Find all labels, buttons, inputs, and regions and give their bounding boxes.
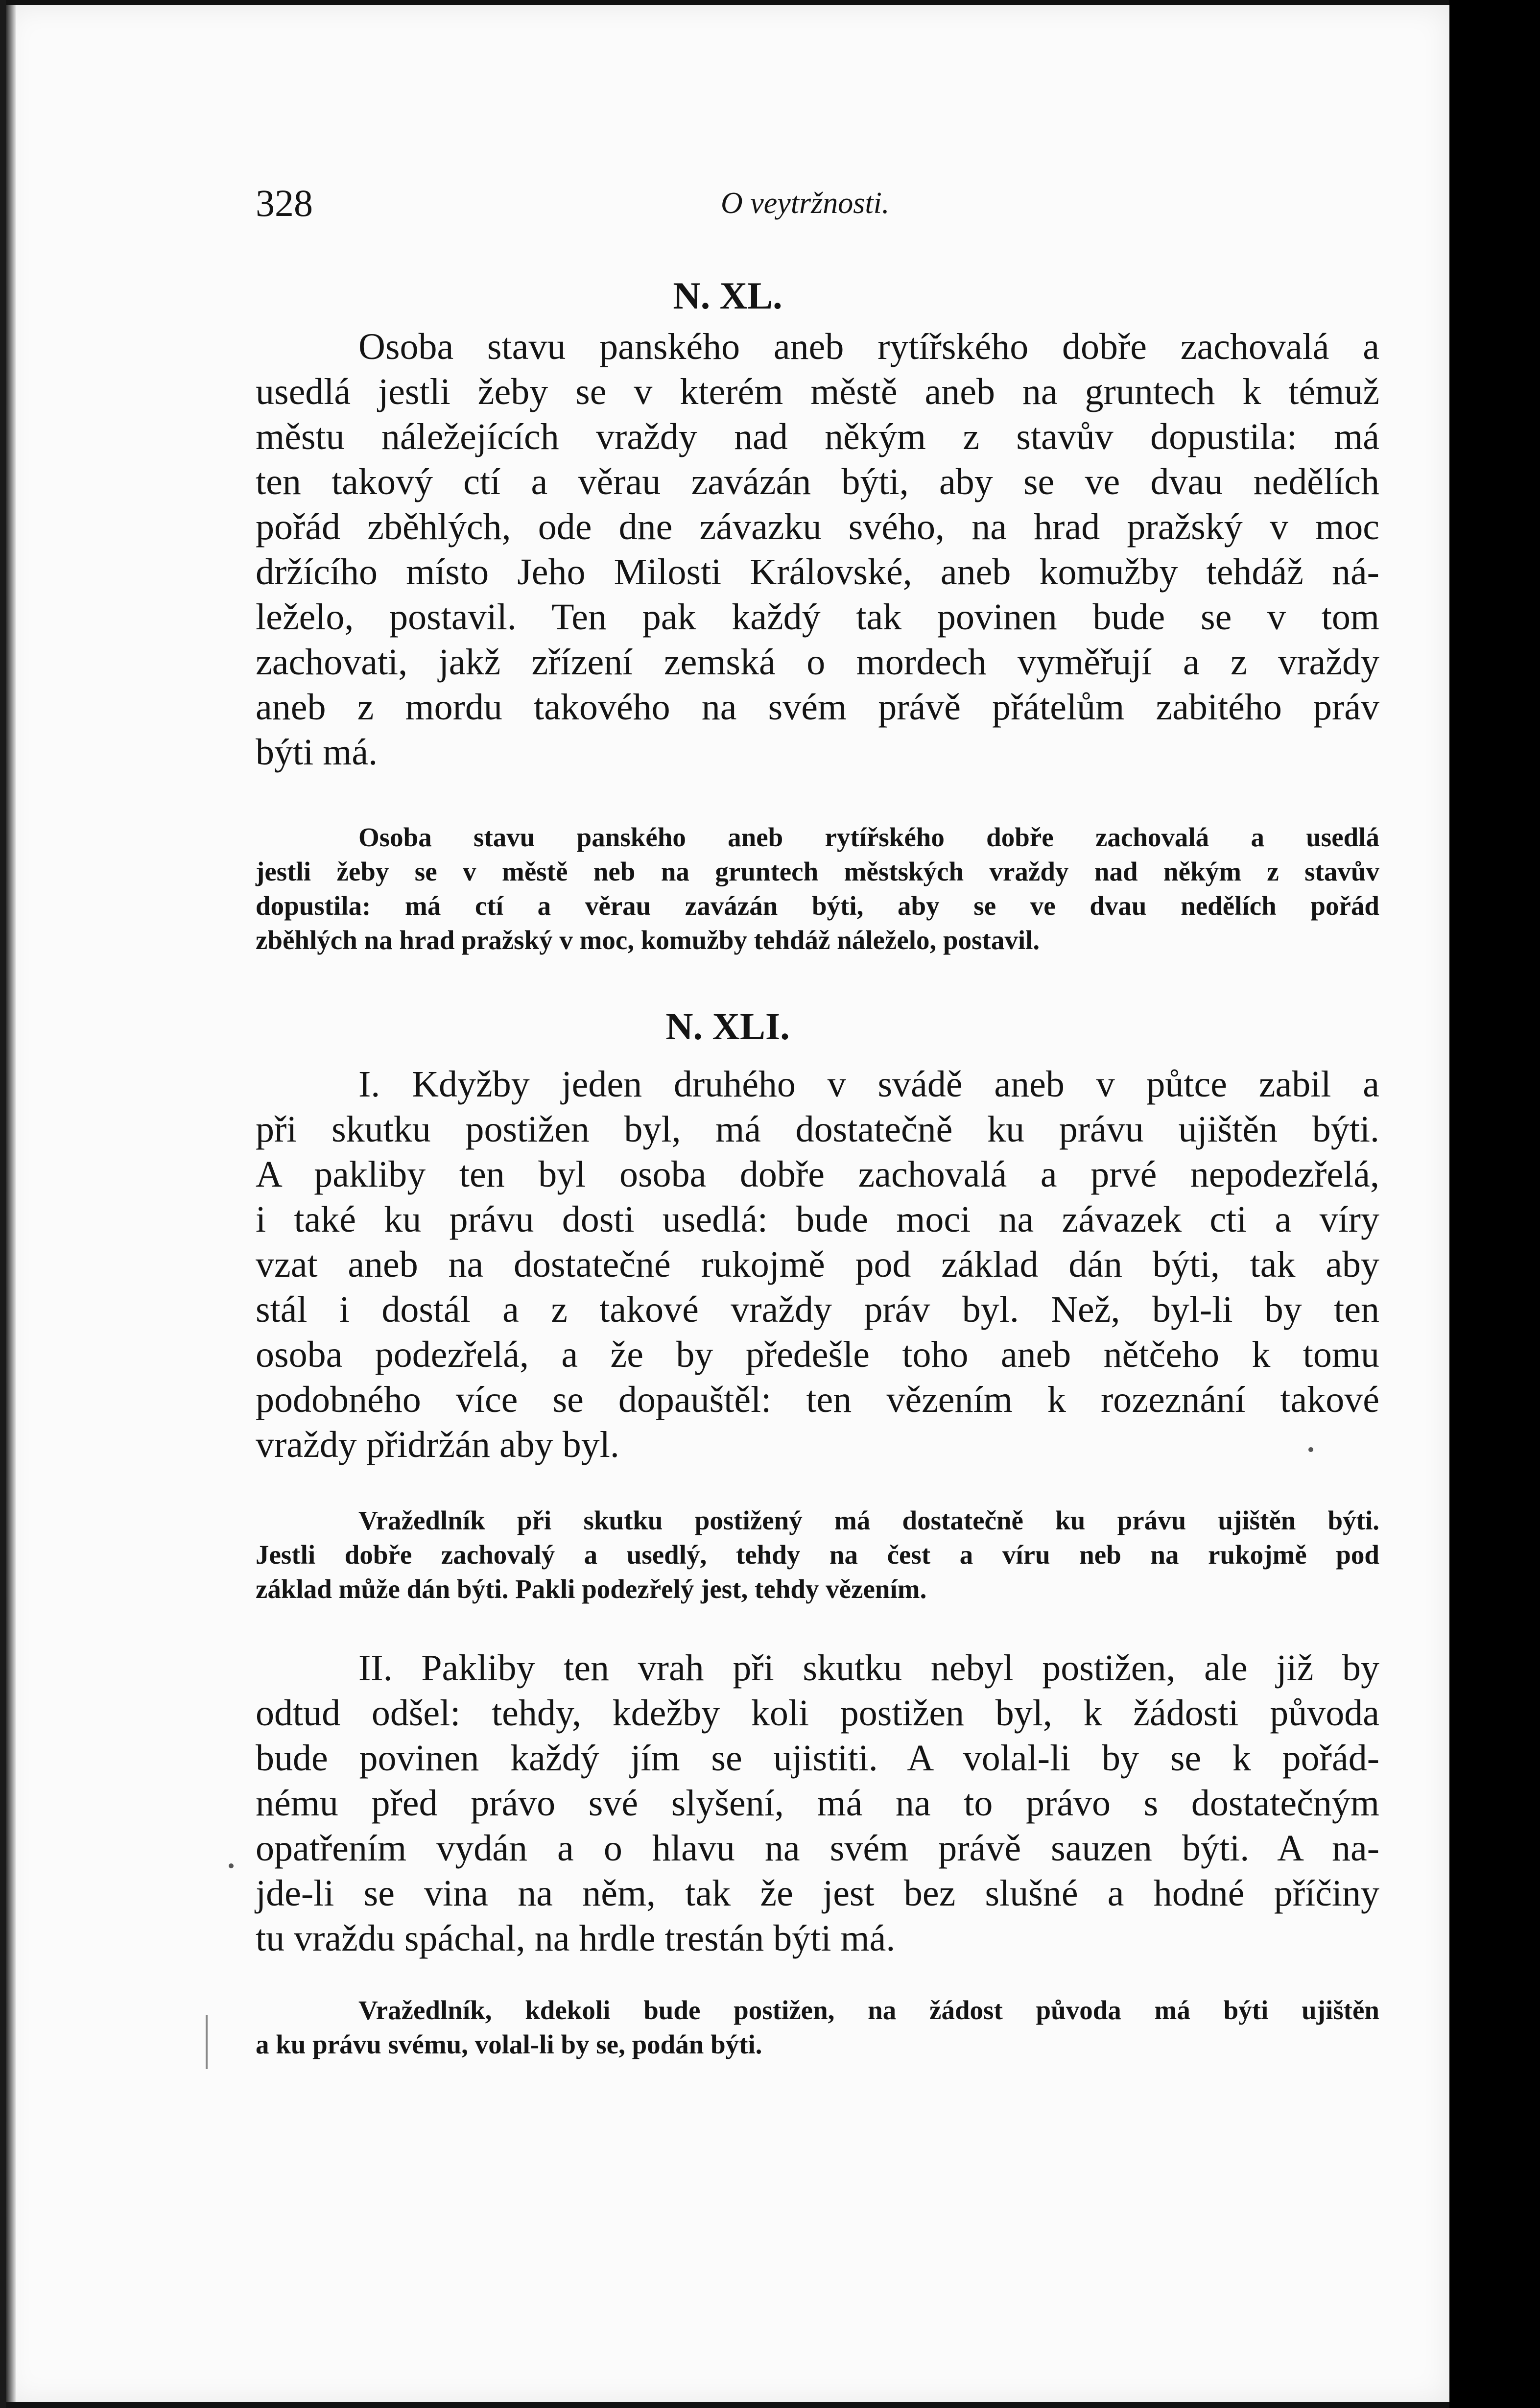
section-heading: N. XLI.: [665, 1005, 790, 1048]
text-line: zachovati, jakž zřízení zemská o mordech vyměřují a z vraždy: [256, 642, 1379, 683]
text-line: i také ku právu dosti usedlá: bude moci na závazek cti a víry: [256, 1199, 1379, 1240]
section-heading: N. XL.: [673, 274, 782, 317]
note-line: základ může dán býti. Pakli podezřelý jest, tehdy vězením.: [256, 1574, 927, 1604]
text-line: nému před právo své slyšení, má na to právo s dostatečným: [256, 1783, 1379, 1824]
text-line: vzat aneb na dostatečné rukojmě pod základ dán býti, tak aby: [256, 1244, 1379, 1285]
text-line: vraždy přidržán aby byl.: [256, 1424, 619, 1465]
page-edge-shadow: [6, 5, 16, 2402]
scan-border-left: [0, 0, 6, 2408]
text-line: podobného více se dopauštěl: ten vězením k rozeznání takové: [256, 1379, 1379, 1420]
page-number: 328: [256, 182, 313, 224]
section-note: [256, 820, 1379, 957]
text-line: leželo, postavil. Ten pak každý tak povinen bude se v tom: [256, 596, 1379, 638]
text-line: městu náležejících vraždy nad někým z stavův dopustila: má: [256, 416, 1379, 457]
ink-speck: [229, 1863, 234, 1868]
text-line: bude povinen každý jím se ujistiti. A volal-li by se k pořád-: [256, 1738, 1379, 1779]
note-line: zběhlých na hrad pražský v moc, komužby tehdáž náleželo, postavil.: [256, 925, 1040, 955]
section-note: [256, 1993, 1379, 2062]
text-line: stál i dostál a z takové vraždy práv byl. Než, byl-li by ten: [256, 1289, 1379, 1330]
note-line: Osoba stavu panského aneb rytířského dobře zachovalá a usedlá: [358, 822, 1379, 852]
margin-mark: [206, 2015, 208, 2069]
text-line: aneb z mordu takového na svém právě přátelům zabitého práv: [256, 687, 1379, 728]
section-note: [256, 1503, 1379, 1606]
text-line: II. Pakliby ten vrah při skutku nebyl postižen, ale již by: [358, 1647, 1379, 1689]
text-line: A pakliby ten byl osoba dobře zachovalá a prvé nepodezřelá,: [256, 1154, 1379, 1195]
note-line: dopustila: má ctí a věrau zavázán býti, aby se ve dvau nedělích pořád: [256, 891, 1379, 921]
ink-speck: [1308, 1447, 1313, 1452]
text-line: býti má.: [256, 732, 378, 773]
text-line: tu vraždu spáchal, na hrdle trestán býti má.: [256, 1918, 896, 1959]
section-body: [256, 1645, 1379, 1961]
text-line: I. Kdyžby jeden druhého v svádě aneb v půtce zabil a: [358, 1064, 1379, 1105]
book-page: [6, 5, 1449, 2402]
note-line: Jestli dobře zachovalý a usedlý, tehdy na čest a víru neb na rukojmě pod: [256, 1540, 1379, 1570]
note-line: Vražedlník, kdekoli bude postižen, na žádost původa má býti ujištěn: [358, 1995, 1379, 2025]
scan-border-right: [1449, 0, 1540, 2408]
text-line: odtud odšel: tehdy, kdežby koli postižen byl, k žádosti původa: [256, 1693, 1379, 1734]
text-line: držícího místo Jeho Milosti Královské, aneb komužby tehdáž ná-: [256, 551, 1379, 593]
text-line: Osoba stavu panského aneb rytířského dobře zachovalá a: [358, 326, 1379, 367]
note-line: jestli žeby se v městě neb na gruntech městských vraždy nad někým z stavův: [256, 857, 1379, 886]
note-line: Vražedlník při skutku postižený má dostatečně ku právu ujištěn býti.: [358, 1505, 1379, 1535]
section-body: [256, 1062, 1379, 1467]
text-line: jde-li se vina na něm, tak že jest bez slušné a hodné příčiny: [256, 1873, 1379, 1914]
text-line: pořád zběhlých, ode dne závazku svého, na hrad pražský v moc: [256, 506, 1379, 548]
running-head: O veytržnosti.: [721, 187, 890, 220]
text-line: osoba podezřelá, a že by předešle toho aneb nětčeho k tomu: [256, 1334, 1379, 1375]
text-line: usedlá jestli žeby se v kterém městě aneb na gruntech k témuž: [256, 371, 1379, 412]
section-body: [256, 324, 1379, 775]
text-line: ten takový ctí a věrau zavázán býti, aby se ve dvau nedělích: [256, 461, 1379, 502]
text-line: při skutku postižen byl, má dostatečně ku právu ujištěn býti.: [256, 1109, 1379, 1150]
page-header: [6, 179, 1449, 238]
text-line: opatřením vydán a o hlavu na svém právě sauzen býti. A na-: [256, 1828, 1379, 1869]
note-line: a ku právu svému, volal-li by se, podán býti.: [256, 2029, 762, 2059]
